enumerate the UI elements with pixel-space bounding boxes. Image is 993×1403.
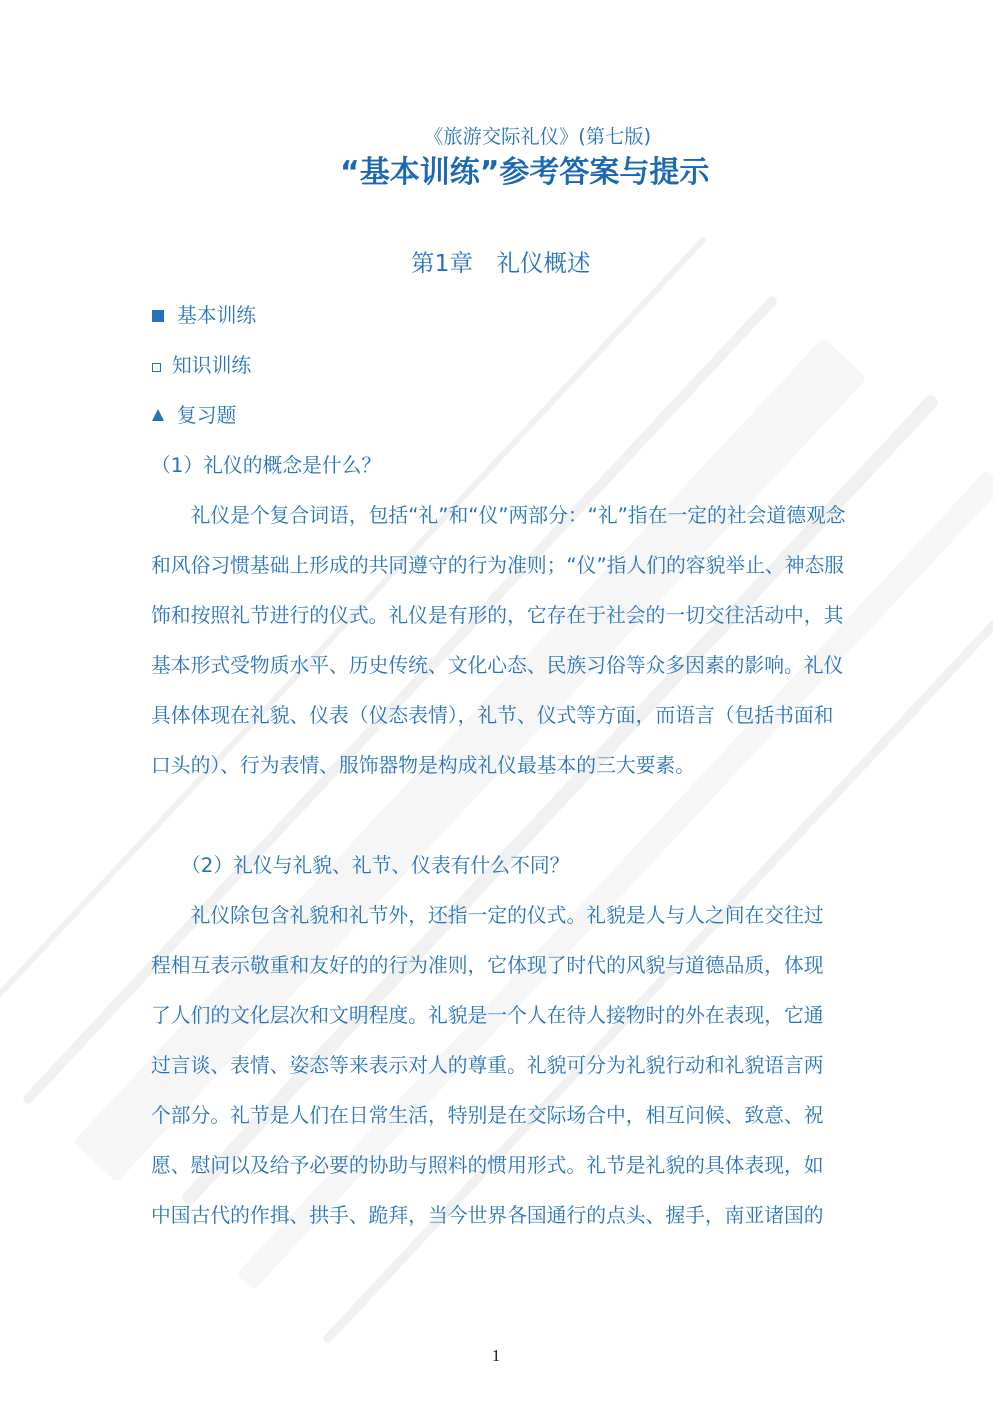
question-heading: （1）礼仪的概念是什么？ <box>151 454 382 477</box>
triangle-icon <box>152 409 164 421</box>
document-subtitle: “基本训练”参考答案与提示 <box>340 155 710 190</box>
answer-paragraph <box>151 891 851 1241</box>
answer-paragraph <box>151 491 851 791</box>
section-heading-knowledge-training <box>151 341 851 391</box>
question-heading: （2）礼仪与礼貌、礼节、仪表有什么不同？ <box>181 854 570 877</box>
answer-line: 基本形式受物质水平、历史传统、文化心态、民族习俗等众多因素的影响。礼仪 <box>151 654 844 677</box>
answer-line: 礼仪是个复合词语，包括“礼”和“仪”两部分：“礼”指在一定的社会道德观念 <box>190 504 846 527</box>
document-body <box>151 291 851 1241</box>
answer-line: 具体体现在礼貌、仪表（仪态表情），礼节、仪式等方面，而语言（包括书面和 <box>151 704 834 727</box>
chapter-heading: 第1章 礼仪概述 <box>411 249 591 277</box>
answer-line: 口头的）、行为表情、服饰器物是构成礼仪最基本的三大要素。 <box>151 754 695 777</box>
section-label: 基本训练 <box>177 304 257 327</box>
section-label: 知识训练 <box>172 354 252 377</box>
page-number: 1 <box>491 1346 501 1365</box>
answer-line: 过言谈、表情、姿态等来表示对人的尊重。礼貌可分为礼貌行动和礼貌语言两 <box>151 1054 824 1077</box>
answer-line: 了人们的文化层次和文明程度。礼貌是一个人在待人接物时的外在表现，它通 <box>151 1004 824 1027</box>
answer-line: 愿、慰问以及给予必要的协助与照料的惯用形式。礼节是礼貌的具体表现，如 <box>151 1154 824 1177</box>
answer-line: 和风俗习惯基础上形成的共同遵守的行为准则；“仪”指人们的容貌举止、神态服 <box>151 554 845 577</box>
filled-square-icon <box>152 310 164 322</box>
answer-line: 中国古代的作揖、拱手、跪拜，当今世界各国通行的点头、握手，南亚诸国的 <box>151 1204 824 1227</box>
paragraph-spacer <box>151 791 851 841</box>
answer-line: 饰和按照礼节进行的仪式。礼仪是有形的，它存在于社会的一切交往活动中，其 <box>151 604 844 627</box>
answer-line: 程相互表示敬重和友好的的行为准则，它体现了时代的风貌与道德品质，体现 <box>151 954 824 977</box>
section-label: 复习题 <box>177 404 237 427</box>
answer-line: 个部分。礼节是人们在日常生活，特别是在交际场合中，相互问候、致意、祝 <box>151 1104 824 1127</box>
document-title: 《旅游交际礼仪》(第七版) <box>424 125 652 148</box>
section-heading-review-questions <box>151 391 851 441</box>
section-heading-basic-training <box>151 291 851 341</box>
hollow-square-icon <box>152 363 161 372</box>
answer-line: 礼仪除包含礼貌和礼节外，还指一定的仪式。礼貌是人与人之间在交往过 <box>190 904 824 927</box>
